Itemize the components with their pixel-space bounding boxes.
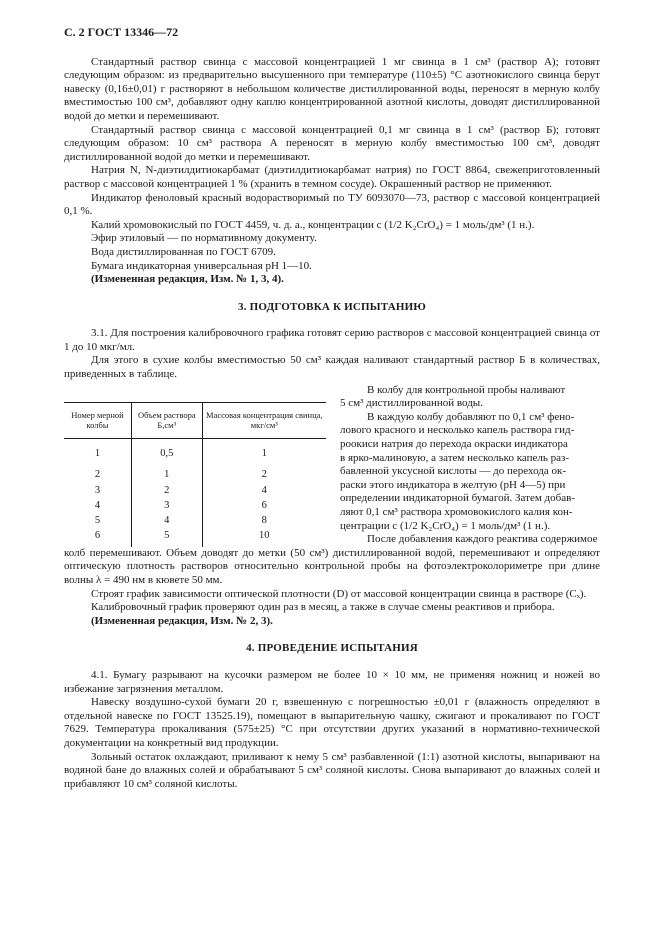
- table-cell: 6: [202, 501, 326, 516]
- table-header-row: [64, 402, 326, 438]
- table-cell: 3: [94, 484, 101, 496]
- reagents-block: [64, 56, 600, 287]
- table-cell: 2: [94, 469, 101, 481]
- paragraph: Стандартный раствор свинца с массовой концентрацией 1 мг свинца в 1 см³ (раствор А); готовят следующим образом: из предварительно высушенного при температуре (110±5) °С азотнокислого свинца берут навеску (0,16±0,01) г растворяют в небольшом количестве дистиллированной воды, переносят в мерную колбу вместимостью 100 см³, добавляют одну каплю концентрированной азотной кислоты, доводят дистиллированной водой до метки и перемешивают.: [64, 55, 600, 122]
- table-cell: 1: [131, 470, 202, 485]
- text-line: В колбу для контрольной пробы наливают: [367, 383, 566, 396]
- text-line: ляют 0,1 см³ раствора хромовокислого калия кон-: [340, 506, 573, 518]
- section-3-title: 3. ПОДГОТОВКА К ИСПЫТАНИЮ: [238, 300, 426, 313]
- table-cell: 1: [94, 447, 101, 459]
- table-cell: 5: [94, 515, 101, 527]
- text-line: роокиси натрия до перехода окраски индикатора: [340, 438, 568, 451]
- table-and-text: [64, 384, 600, 547]
- paragraph: Калий хромовокислый по ГОСТ 4459, ч. д. а., концентрации с (1/2 K₂CrO₄) = 1 моль/дм³ (1 н.).: [91, 218, 535, 231]
- table-row: [64, 501, 326, 516]
- table-cell: 0,5: [131, 438, 202, 470]
- side-text: [340, 384, 600, 547]
- text-line: в ярко-малиновую, а затем несколько капель раз-: [340, 451, 570, 464]
- paragraph: Строят график зависимости оптической плотности (D) от массовой концентрации свинца в растворе (Cₓ).: [91, 587, 587, 600]
- table-cell: 2: [131, 486, 202, 501]
- paragraph: Навеску воздушно-сухой бумаги 20 г, взвешенную с погрешностью ±0,01 г (влажность определяют в отдельной навеске по ГОСТ 13525.19), помещают в выпарительную чашку, сжигают и прокаливают по ГОСТ 7629. Температура прокаливания (575±25) °С при отсутствии других указаний в нормативно-технической документации на конкретный вид продукции.: [64, 696, 600, 749]
- text-line: 5 см³ дистиллированной воды.: [340, 397, 483, 410]
- table-cell: 10: [202, 531, 326, 546]
- section-4-title: 4. ПРОВЕДЕНИЕ ИСПЫТАНИЯ: [246, 642, 418, 655]
- table-cell: 2: [202, 470, 326, 485]
- table-cell: 1: [202, 438, 326, 470]
- table-row: [64, 516, 326, 531]
- document-page: [64, 26, 600, 791]
- paragraph: Эфир этиловый — по нормативному документу.: [91, 232, 317, 245]
- paragraph: Индикатор феноловый красный водорастворимый по ТУ 6093070—73, раствор с массовой концентрацией 0,1 %.: [64, 191, 600, 218]
- text-line: определении индикаторной бумагой. Затем добав-: [340, 492, 575, 505]
- paragraph: 3.1. Для построения калибровочного графика готовят серию растворов с массовой концентрацией свинца от 1 до 10 мкг/мл.: [64, 327, 600, 353]
- table-row: [64, 531, 326, 546]
- paragraph: Стандартный раствор свинца с массовой концентрацией 0,1 мг свинца в 1 см³ (раствор Б); готовят следующим образом: 10 см³ раствора А переносят в мерную колбу вместимостью 100 см³, доводят дистиллированной водой до метки и перемешивают.: [64, 123, 600, 163]
- text-line: После добавления каждого реактива содержимое: [367, 533, 598, 546]
- edit-note: (Измененная редакция, Изм. № 2, 3).: [91, 614, 273, 627]
- table-cell: 8: [202, 516, 326, 531]
- paragraph: 4.1. Бумагу разрывают на кусочки размером не более 10 × 10 мм, не применяя ножниц и ножей во избежание загрязнения металлом.: [64, 668, 600, 695]
- calibration-table: [64, 402, 326, 547]
- text-line: лового красного и несколько капель раствора гид-: [340, 424, 575, 437]
- paragraph: Натрия N, N-диэтилдитиокарбамат (диэтилдитиокарбамат натрия) по ГОСТ 8864, свежеприготовленный раствор с массовой концентрацией 1 % (хранить в темном сосуде). Окрашенный раствор не применяют.: [64, 164, 600, 190]
- table-row: [64, 438, 326, 470]
- page-header: С. 2 ГОСТ 13346—72: [64, 25, 179, 39]
- text-line: раски этого индикатора в желтую (рН 4—5) при: [340, 478, 566, 491]
- table-header-cell: Объем раствора Б,см³: [131, 402, 202, 438]
- text-line: бавленной уксусной кислоты — до перехода ок-: [340, 465, 567, 478]
- table-header-cell: Номер мерной колбы: [64, 402, 131, 438]
- table-cell: 5: [131, 531, 202, 546]
- table-cell: 4: [94, 499, 101, 511]
- table-cell: 4: [202, 486, 326, 501]
- paragraph: Калибровочный график проверяют один раз в месяц, а также в случае смены реактивов и прибора.: [91, 601, 555, 614]
- table-header-cell: Массовая концентрация свинца, мкг/см³: [202, 402, 326, 438]
- paragraph: Зольный остаток охлаждают, приливают к нему 5 см³ разбавленной (1:1) азотной кислоты, выпаривают на водяной бане до влажных солей и обрабатывают 5 см³ соляной кислоты. Снова выпаривают до влажных солей и прибавляют 10 см³ соляной кислоты.: [64, 750, 600, 790]
- paragraph: колб перемешивают. Объем доводят до метки (50 см³) дистиллированной водой, перемешивают и определяют оптическую плотность растворов относительно контрольной пробы на фотоэлектроколориметре при длине волны λ = 490 нм в кювете 50 мм.: [64, 546, 600, 586]
- table-cell: 3: [131, 501, 202, 516]
- paragraph: Бумага индикаторная универсальная рН 1—10.: [91, 259, 312, 272]
- edit-note: (Измененная редакция, Изм. № 1, 3, 4).: [91, 273, 284, 286]
- text-line: В каждую колбу добавляют по 0,1 см³ фено-: [367, 410, 575, 423]
- table-cell: 4: [131, 516, 202, 531]
- paragraph: Для этого в сухие колбы вместимостью 50 см³ каждая наливают стандартный раствор Б в количествах, приведенных в таблице.: [64, 354, 600, 381]
- table-cell: 6: [94, 530, 101, 542]
- table-row: [64, 486, 326, 501]
- table-row: [64, 470, 326, 485]
- paragraph: Вода дистиллированная по ГОСТ 6709.: [91, 245, 276, 258]
- text-line: центрации с (1/2 K₂CrO₄) = 1 моль/дм³ (1 н.).: [340, 519, 551, 532]
